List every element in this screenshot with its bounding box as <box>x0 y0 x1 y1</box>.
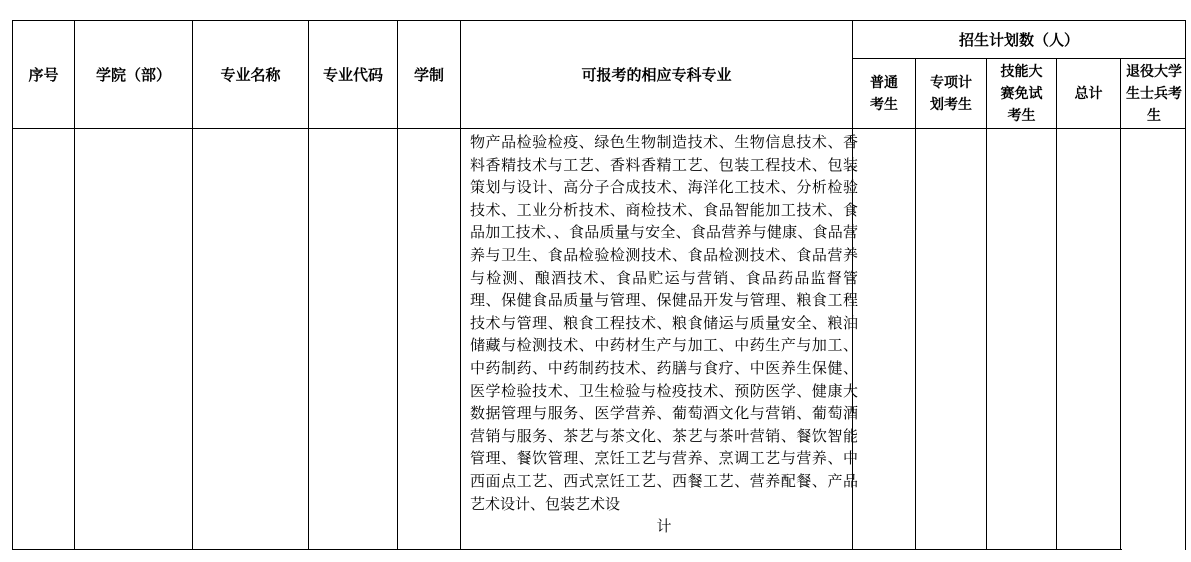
row-putong-kaosheng <box>853 129 915 549</box>
header-zhuanke-zhuanye: 可报考的相应专科专业 <box>581 65 732 84</box>
row-zhuanye-daima <box>309 129 397 549</box>
header-zhuanye-mingcheng: 专业名称 <box>220 65 281 84</box>
header-jineng-dasai: 技能大赛免试考生 <box>1000 63 1043 124</box>
eligible-majors-last-char: 计 <box>656 517 672 536</box>
row-xueyuan <box>75 129 192 549</box>
table-right-border <box>1185 20 1186 550</box>
row-zhuanxiang-jihua <box>916 129 986 549</box>
row-xuhao <box>13 129 74 549</box>
header-zhuanye-daima: 专业代码 <box>322 65 383 84</box>
header-plan-group: 招生计划数（人） <box>958 30 1079 49</box>
enrollment-plan-table <box>12 20 1186 550</box>
eligible-majors-cell <box>470 131 858 550</box>
header-xuhao: 序号 <box>28 65 59 84</box>
row-zongji <box>1057 129 1120 549</box>
header-putong-kaosheng: 普通考生 <box>870 74 898 113</box>
header-tuiyi-shibing: 退役大学生士兵考生 <box>1126 63 1182 124</box>
header-zongji: 总计 <box>1074 85 1103 102</box>
header-xueyuan: 学院（部） <box>95 65 171 84</box>
header-zhuanxiang-jihua: 专项计划考生 <box>930 74 972 113</box>
row-xuezhi <box>398 129 460 549</box>
eligible-majors-text: 物产品检验检疫、绿色生物制造技术、生物信息技术、香料香精技术与工艺、香料香精工艺、包装工程技术、包装策划与设计、高分子合成技术、海洋化工技术、分析检验技术、工业分析技术、商检技术、食品智能加工技术、食品加工技术、、食品质量与安全、食品营养与健康、食品营养与卫生、食品检验检测技术、食品检测技术、食品营养与检测、酿酒技术、食品贮运与营销、食品药品监督管理、保健食品质量与管理、保健品开发与管理、粮食工程技术与管理、粮食工程技术、粮食储运与质量安全、粮油储藏与检测技术、中药材生产与加工、中药生产与加工、中药制药、中药制药技术、药膳与食疗、中医养生保健、医学检验技术、卫生检验与检疫技术、预防医学、健康大数据管理与服务、医学营养、葡萄酒文化与营销、葡萄酒营销与服务、茶艺与茶文化、茶艺与茶叶营销、餐饮智能管理、餐饮管理、烹饪工艺与营养、烹调工艺与营养、中西面点工艺、西式烹饪工艺、西餐工艺、营养配餐、产品艺术设计、包装艺术设 <box>470 133 858 513</box>
row-tuiyi-shibing <box>1121 129 1185 549</box>
row-zhuanye-mingcheng <box>193 129 308 549</box>
row-jineng-dasai <box>987 129 1056 549</box>
header-xuezhi: 学制 <box>413 65 444 84</box>
